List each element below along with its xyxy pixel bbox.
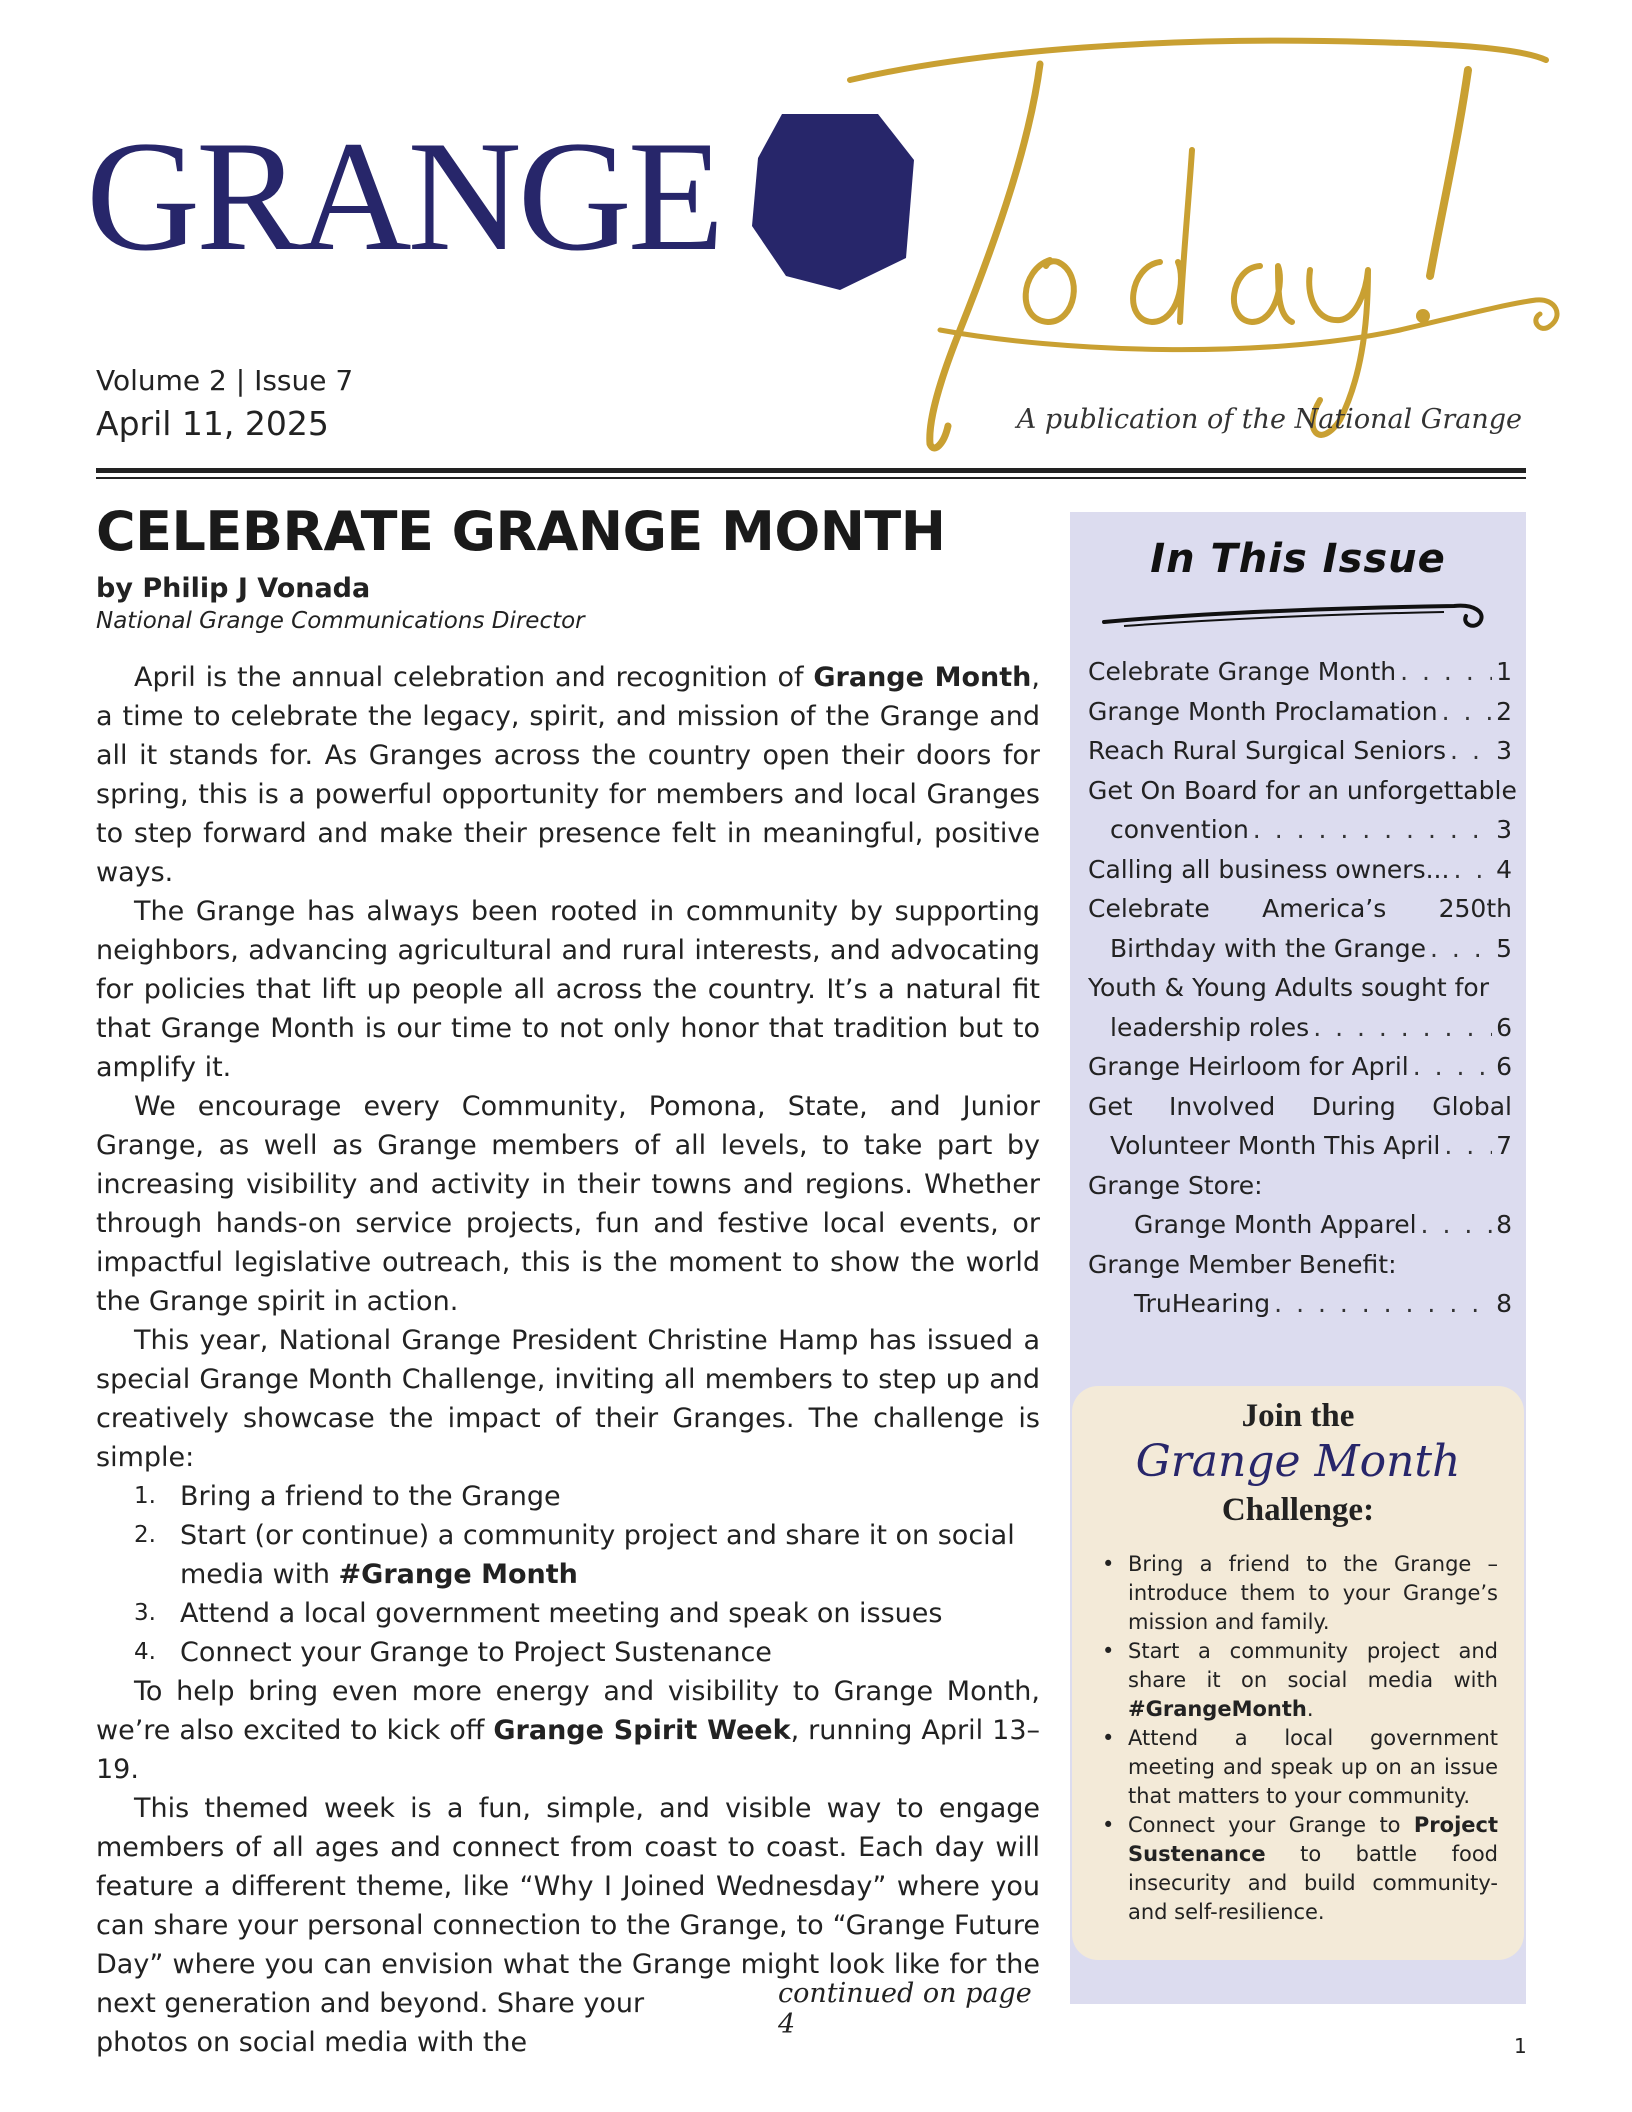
toc-item[interactable]: Grange Member Benefit: TruHearing . . . 8 xyxy=(1088,1245,1512,1324)
paragraph: The Grange has always been rooted in community by supporting neighbors, advancing agricultural and rural interests, and advocating for policies that lift up people all across the country. It’s a natural fit that Grange Month is our time to not only honor that tradition but to amplify it. xyxy=(96,896,1040,1083)
list-item: • Attend a local government meeting and speak up on an issue that matters to your community. xyxy=(1098,1724,1498,1811)
toc-item[interactable]: Grange Month Proclamation . . . 2 xyxy=(1088,692,1512,732)
page-number: 1 xyxy=(1514,2034,1527,2058)
list-item: 3. Attend a local government meeting and speak on issues xyxy=(134,1598,943,1629)
grange-month-challenge-box xyxy=(1072,1386,1524,1960)
list-item: • Bring a friend to the Grange – introduce them to your Grange’s mission and family. xyxy=(1098,1550,1498,1637)
challenge-join: Join the xyxy=(1241,1398,1355,1434)
paragraph: To help bring even more energy and visibility to Grange Month, we’re also excited to kick off Grange Spirit Week, running April 13–19. xyxy=(96,1676,1040,1785)
header-rule xyxy=(96,468,1526,473)
flourish-icon xyxy=(1094,582,1494,644)
sidebar-title: In This Issue xyxy=(1150,536,1446,582)
volume-issue: Volume 2 | Issue 7 xyxy=(96,364,354,397)
toc-item[interactable]: Celebrate America’s 250th Birthday with the Grange . . . 5 xyxy=(1088,889,1512,968)
paragraph: April is the annual celebration and recognition of Grange Month, a time to celebrate the legacy, spirit, and mission of the Grange and all it stands for. As Granges across the country open their doors for spring, this is a powerful opportunity for members and local Granges to step forward and make their presence felt in meaningful, positive ways. xyxy=(96,662,1040,888)
toc-item[interactable]: Calling all business owners... . . . 4 xyxy=(1088,850,1512,890)
list-item: 4. Connect your Grange to Project Sustenance xyxy=(134,1637,772,1668)
paragraph: This themed week is a fun, simple, and visible way to engage members of all ages and connect from coast to coast. Each day will feature a different theme, like “Why I Joined Wednesday” where you can share your personal connection to the Grange, to “Grange Future Day” where you can envision what the Grange might look like for the next generation and beyond. Share your xyxy=(96,1793,1040,2019)
header-rule-thin xyxy=(96,477,1526,479)
continued-link[interactable]: continued on page 4 xyxy=(778,1978,1032,2040)
challenge-script-title: Grange Month xyxy=(1135,1436,1461,1487)
toc-item[interactable]: Get Involved During Global Volunteer Month This April . . . 7 xyxy=(1088,1087,1512,1166)
masthead xyxy=(0,0,1632,480)
challenge-list xyxy=(96,1477,1040,1672)
today-script-logo xyxy=(840,30,1580,460)
paragraph: This year, National Grange President Christine Hamp has issued a special Grange Month Challenge, inviting all members to step up and creatively showcase the impact of their Granges. The challenge is simple: xyxy=(96,1325,1040,1473)
article-headline: CELEBRATE GRANGE MONTH xyxy=(96,500,946,563)
toc-item[interactable]: Grange Store: Grange Month Apparel . . . 8 xyxy=(1088,1166,1512,1245)
main-article xyxy=(96,500,1040,2062)
masthead-brand: GRANGE xyxy=(86,109,721,284)
challenge-heading: Challenge: xyxy=(1221,1492,1375,1528)
author-title: National Grange Communications Director xyxy=(96,608,585,634)
challenge-bullets xyxy=(1098,1550,1498,1927)
list-item: • Connect your Grange to Project Sustenance to battle food insecurity and build community- and self-resilience. xyxy=(1098,1811,1498,1927)
tagline: A publication of the National Grange xyxy=(1016,404,1522,435)
toc-item[interactable]: Youth & Young Adults sought for leadership roles . . . 6 xyxy=(1088,968,1512,1047)
table-of-contents xyxy=(1088,652,1517,1324)
byline: by Philip J Vonada xyxy=(96,573,371,604)
issue-date: April 11, 2025 xyxy=(96,404,329,443)
list-item: 1. Bring a friend to the Grange xyxy=(134,1481,561,1512)
article-body xyxy=(96,658,1040,2062)
list-item: 2. Start (or continue) a community project and share it on social media with #Grange Month xyxy=(134,1520,1015,1590)
toc-item[interactable]: Get On Board for an unforgettable convention . . . 3 xyxy=(1088,771,1512,850)
toc-item[interactable]: Reach Rural Surgical Seniors . . . 3 xyxy=(1088,731,1512,771)
paragraph: We encourage every Community, Pomona, State, and Junior Grange, as well as Grange members of all levels, to take part by increasing visibility and activity in their towns and regions. Whether through hands-on service projects, fun and festive local events, or impactful legislative outreach, this is the moment to show the world the Grange spirit in action. xyxy=(96,1091,1040,1317)
list-item: • Start a community project and share it on social media with #GrangeMonth. xyxy=(1098,1637,1498,1724)
toc-item[interactable]: Celebrate Grange Month . . . 1 xyxy=(1088,652,1512,692)
paragraph: photos on social media with the xyxy=(96,2027,528,2058)
toc-item[interactable]: Grange Heirloom for April . . . 6 xyxy=(1088,1047,1512,1087)
